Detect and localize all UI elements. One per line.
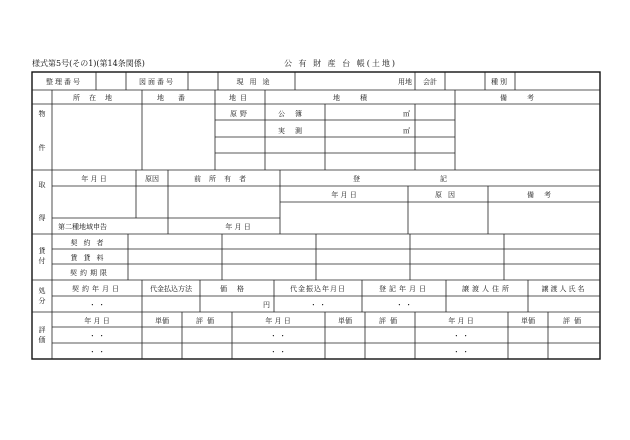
rent-label: 賃貸料 (70, 254, 110, 262)
valuation-header-2: 評価 (379, 317, 401, 325)
acquisition-cause-header: 原因 (145, 175, 159, 183)
lessee-label: 契約者 (70, 239, 110, 247)
valuation-header-1: 評価 (196, 317, 218, 325)
unit-price-header-1: 単価 (155, 317, 169, 325)
registration-header: 登記 (353, 175, 527, 183)
zone-report-label: 第二種地域申告 (58, 223, 107, 231)
acquisition-date-header: 年 月 日 (81, 175, 107, 183)
table-frame (32, 72, 600, 359)
payment-date-dots: ・ ・ (309, 301, 327, 309)
property-side-label-1: 物 (38, 110, 46, 118)
current-use-label: 現用途 (236, 78, 276, 86)
unit-price-header-3: 単価 (521, 317, 535, 325)
payment-date-header: 代金振込年月日 (290, 285, 346, 293)
disposal-side-label-1: 処 (38, 287, 46, 295)
surveyed-label: 実測 (278, 127, 312, 135)
type-label: 種別 (491, 78, 509, 86)
valuation-date-dots-2a: ・ ・ (269, 332, 287, 340)
valuation-side-label-2: 価 (38, 336, 46, 344)
valuation-date-header-2: 年 月 日 (265, 317, 291, 325)
zone-report-date: 年 月 日 (225, 223, 251, 231)
price-header: 価格 (220, 285, 254, 293)
form-label: 様式第5号(その1)(第14条関係) (32, 59, 145, 68)
page-title: 公 有 財 産 台 帳(土地) (284, 59, 397, 68)
term-label: 契約期限 (70, 269, 110, 277)
disposal-side-label-2: 分 (38, 297, 46, 305)
valuation-date-dots-1b: ・ ・ (88, 348, 106, 356)
registration-date-header-disposal: 登記年月日 (379, 285, 429, 293)
accounting-label: 会計 (423, 78, 437, 86)
unit-price-header-2: 単価 (338, 317, 352, 325)
valuation-side-label-1: 評 (38, 326, 46, 334)
remarks-header: 備考 (500, 94, 554, 102)
original-category-value: 原野 (230, 110, 250, 118)
valuation-date-header-1: 年 月 日 (84, 317, 110, 325)
lot-no-header: 地番 (157, 94, 199, 102)
area-unit-surveyed: ㎡ (403, 127, 410, 135)
transferee-name-header: 譲渡人氏名 (541, 285, 587, 293)
registration-date-header: 年 月 日 (331, 191, 357, 199)
area-header: 地積 (333, 94, 387, 102)
valuation-date-dots-1a: ・ ・ (88, 332, 106, 340)
acquisition-side-label-2: 得 (38, 214, 46, 222)
price-yen-unit: 円 (263, 301, 270, 309)
registration-remarks-header: 備考 (527, 191, 561, 199)
drawing-no-label: 図面番号 (139, 78, 175, 86)
valuation-date-dots-2b: ・ ・ (269, 348, 287, 356)
previous-owner-header: 前所有者 (194, 175, 254, 183)
registry-label: 公簿 (278, 110, 312, 118)
land-category-header: 地目 (229, 94, 251, 102)
table-grid (32, 72, 600, 359)
location-header: 所在地 (73, 94, 121, 102)
registration-cause-header: 原因 (435, 191, 461, 199)
payment-method-header: 代金払込方法 (150, 285, 192, 293)
contract-date-header: 契約年月日 (72, 285, 122, 293)
acquisition-side-label-1: 取 (38, 181, 46, 189)
valuation-date-dots-3a: ・ ・ (452, 332, 470, 340)
management-no-label: 整理番号 (46, 78, 82, 86)
use-category-label: 用地 (398, 78, 412, 86)
valuation-date-dots-3b: ・ ・ (452, 348, 470, 356)
transferee-address-header: 譲渡人住所 (462, 285, 512, 293)
lease-side-label-1: 貸 (38, 247, 46, 255)
contract-date-dots: ・ ・ (88, 301, 106, 309)
area-unit-registry: ㎡ (403, 110, 410, 118)
registration-date-dots: ・ ・ (395, 301, 413, 309)
valuation-date-header-3: 年 月 日 (448, 317, 474, 325)
lease-side-label-2: 付 (38, 257, 46, 265)
valuation-header-3: 評価 (563, 317, 585, 325)
property-side-label-2: 件 (38, 144, 46, 152)
